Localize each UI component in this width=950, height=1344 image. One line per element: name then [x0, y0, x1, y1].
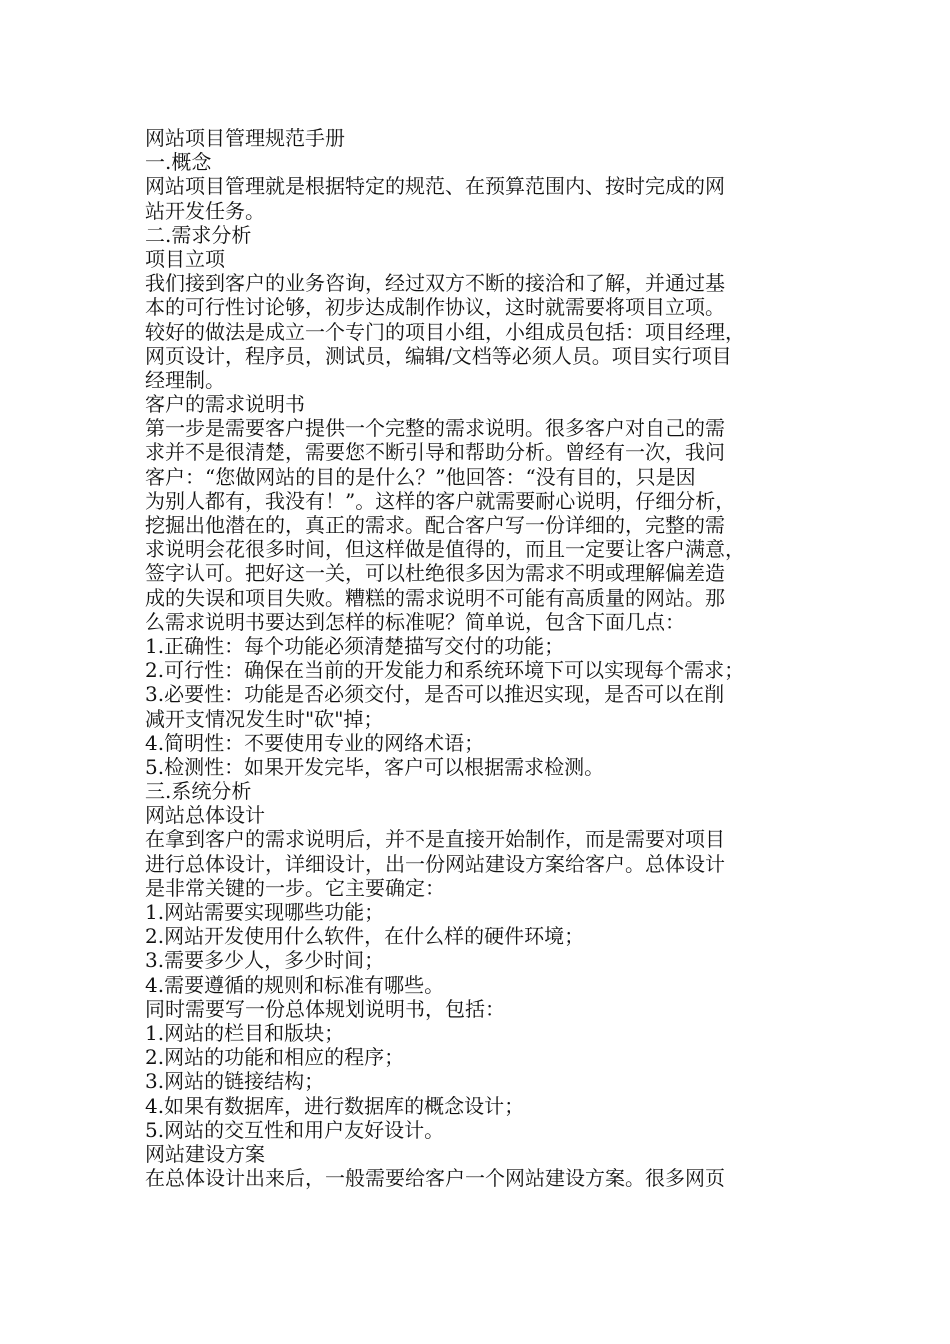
text-line: 在总体设计出来后，一般需要给客户一个网站建设方案。很多网页	[145, 1166, 725, 1191]
text-line: 1.网站需要实现哪些功能；	[145, 900, 385, 924]
text-line: 3.需要多少人，多少时间；	[145, 948, 385, 973]
text-line: 3.必要性：功能是否必须交付，是否可以推迟实现，是否可以在削	[145, 682, 725, 707]
text-line: 么需求说明书要达到怎样的标准呢？简单说，包含下面几点：	[145, 609, 685, 634]
text-line: 签字认可。把好这一关，可以杜绝很多因为需求不明或理解偏差造	[145, 561, 725, 586]
text-line: 三.系统分析	[145, 779, 252, 804]
text-line: 4.如果有数据库，进行数据库的概念设计；	[145, 1093, 525, 1118]
text-line: 客户的需求说明书	[145, 392, 305, 417]
text-line: 本的可行性讨论够，初步达成制作协议，这时就需要将项目立项。	[145, 295, 725, 320]
text-line: 第一步是需要客户提供一个完整的需求说明。很多客户对自己的需	[145, 416, 725, 441]
text-line: 网页设计，程序员，测试员，编辑/文档等必须人员。项目实行项目	[145, 343, 732, 368]
text-line: 4.简明性：不要使用专业的网络术语；	[145, 730, 485, 755]
text-line: 1.正确性：每个功能必须清楚描写交付的功能；	[145, 633, 565, 658]
text-line: 5.网站的交互性和用户友好设计。	[145, 1117, 445, 1142]
text-line: 网站建设方案	[145, 1141, 265, 1166]
document-page	[145, 126, 810, 1190]
text-line: 5.检测性：如果开发完毕，客户可以根据需求检测。	[145, 754, 605, 779]
text-line: 是非常关键的一步。它主要确定：	[145, 875, 445, 900]
text-line: 我们接到客户的业务咨询，经过双方不断的接洽和了解，并通过基	[145, 271, 725, 296]
text-line: 较好的做法是成立一个专门的项目小组，小组成员包括：项目经理，	[145, 319, 745, 344]
text-line: 为别人都有，我没有！”。这样的客户就需要耐心说明，仔细分析，	[145, 488, 736, 513]
text-line: 项目立项	[145, 246, 225, 271]
text-line: 成的失误和项目失败。糟糕的需求说明不可能有高质量的网站。那	[145, 585, 725, 610]
text-line: 进行总体设计，详细设计，出一份网站建设方案给客户。总体设计	[145, 851, 725, 876]
text-line: 站开发任务。	[145, 198, 265, 223]
text-line: 求并不是很清楚，需要您不断引导和帮助分析。曾经有一次，我问	[145, 440, 725, 465]
text-line: 网站总体设计	[145, 803, 265, 828]
text-line: 2.网站开发使用什么软件，在什么样的硬件环境；	[145, 924, 585, 949]
text-line: 2.网站的功能和相应的程序；	[145, 1045, 405, 1070]
text-line: 一.概念	[145, 150, 212, 175]
text-line: 二.需求分析	[145, 222, 252, 247]
text-line: 3.网站的链接结构；	[145, 1069, 325, 1094]
text-line: 4.需要遵循的规则和标准有哪些。	[145, 972, 445, 997]
text-line: 减开支情况发生时"砍"掉；	[145, 706, 384, 731]
text-line: 1.网站的栏目和版块；	[145, 1020, 345, 1045]
text-line: 求说明会花很多时间，但这样做是值得的，而且一定要让客户满意，	[145, 537, 745, 562]
text-line: 经理制。	[145, 367, 225, 392]
document-body	[145, 126, 810, 1190]
text-line: 网站项目管理规范手册	[145, 126, 345, 150]
text-line: 在拿到客户的需求说明后，并不是直接开始制作，而是需要对项目	[145, 827, 725, 852]
text-line: 2.可行性：确保在当前的开发能力和系统环境下可以实现每个需求；	[145, 658, 745, 683]
text-line: 挖掘出他潜在的，真正的需求。配合客户写一份详细的，完整的需	[145, 513, 725, 537]
text-line: 网站项目管理就是根据特定的规范、在预算范围内、按时完成的网	[145, 174, 725, 199]
text-line: 同时需要写一份总体规划说明书，包括：	[145, 996, 505, 1021]
text-line: 客户：“您做网站的目的是什么？”他回答：“没有目的，只是因	[145, 464, 696, 489]
